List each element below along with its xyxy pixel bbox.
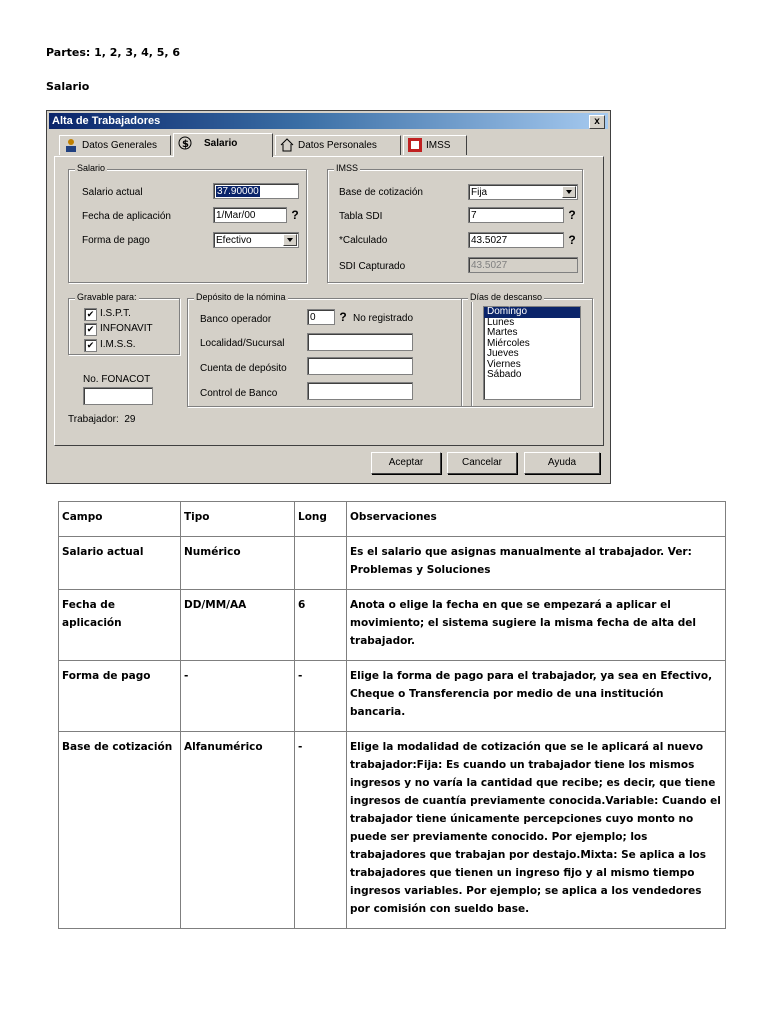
cell-observaciones: Anota o elige la fecha en que se empezará a aplicar el movimiento; el sistema sugiere la misma fecha de alta del trabajador. [347, 590, 726, 661]
banco-help-icon[interactable]: ? [339, 310, 347, 324]
imss-icon [408, 138, 422, 152]
tab-salario[interactable]: $ Salario [173, 133, 273, 157]
cell-tipo: Numérico [181, 537, 295, 590]
imss-checkbox[interactable]: ✔ [84, 339, 97, 352]
list-item[interactable]: Miércoles [487, 337, 530, 349]
money-icon [178, 136, 192, 150]
fonacot-label: No. FONACOT [83, 374, 151, 385]
ispt-checkbox[interactable]: ✔ [84, 308, 97, 321]
banco-status: No registrado [353, 313, 414, 324]
fecha-help-icon[interactable]: ? [291, 208, 299, 222]
cell-campo: Fecha de aplicación [59, 590, 181, 661]
cell-observaciones: Elige la modalidad de cotización que se le aplicará al nuevo trabajador:Fija: Es cuando un trabajador tiene los mismos ingresos y no varía la cantidad que recibe; es decir, que tiene ingresos de cuantía previamente conocida.Variable: Cuando el trabajador tiene únicamente percepciones cuyo monto no puede ser previamente conocido. Por ejemplo; los trabajadores que trabajan por destajo.Mixta: Se aplica a los trabajadores que tienen un ingreso fijo y al mismo tiempo ingresos variables. Por ejemplo; se aplica a los vendedores por comisión con sueldo base. [347, 732, 726, 929]
calculado-help-icon[interactable]: ? [568, 233, 576, 247]
table-header-row [59, 502, 726, 537]
cuenta-deposito-input[interactable] [307, 357, 413, 375]
trabajador-label: Trabajador: 29 [68, 414, 136, 425]
deposito-group-title: Depósito de la nómina [196, 292, 286, 302]
calculado-label: *Calculado [339, 235, 388, 246]
tabla-sdi-input[interactable]: 7 [468, 207, 564, 223]
imss-group-title: IMSS [336, 163, 359, 173]
salario-group-title: Salario [77, 163, 106, 173]
user-icon [64, 138, 78, 152]
descanso-group-title: Días de descanso [470, 292, 543, 302]
tab-datos-generales[interactable]: Datos Generales [59, 135, 171, 155]
cell-campo: Salario actual [59, 537, 181, 590]
base-cotizacion-select[interactable]: Fija [468, 184, 578, 200]
header-tipo: Tipo [181, 502, 295, 537]
ayuda-button[interactable]: Ayuda [524, 452, 600, 474]
control-banco-label: Control de Banco [200, 388, 278, 399]
list-item[interactable]: Sábado [487, 369, 522, 380]
infonavit-checkbox[interactable]: ✔ [84, 323, 97, 336]
list-item[interactable]: Jueves [487, 348, 519, 359]
cell-campo: Base de cotización [59, 732, 181, 929]
parts-line: Partes: 1, 2, 3, 4, 5, 6 [46, 46, 181, 59]
list-item[interactable]: Martes [487, 327, 518, 338]
tab-imss[interactable]: IMSS [403, 135, 467, 155]
svg-text:$: $ [182, 139, 189, 151]
fields-table [58, 501, 726, 929]
trabajador-number: 29 [124, 414, 136, 425]
imss-label: I.M.S.S. [100, 339, 136, 350]
gravable-group-title: Gravable para: [77, 292, 137, 302]
cell-long: 6 [295, 590, 347, 661]
cell-tipo: DD/MM/AA [181, 590, 295, 661]
salario-actual-label: Salario actual [82, 187, 143, 198]
table-row [59, 732, 726, 929]
cell-long [295, 537, 347, 590]
cell-observaciones: Elige la forma de pago para el trabajador, ya sea en Efectivo, Cheque o Transferencia por medio de una institución bancaria. [347, 661, 726, 732]
close-button[interactable]: x [589, 115, 605, 129]
banco-operador-input[interactable]: 0 [307, 309, 335, 325]
banco-operador-label: Banco operador [200, 314, 272, 325]
cell-tipo: - [181, 661, 295, 732]
infonavit-label: INFONAVIT [100, 323, 153, 334]
dialog-titlebar [49, 113, 608, 129]
base-cotizacion-label: Base de cotización [339, 187, 423, 198]
control-banco-input[interactable] [307, 382, 413, 400]
list-item[interactable]: Lunes [487, 316, 515, 328]
calculado-input[interactable]: 43.5027 [468, 232, 564, 248]
chevron-down-icon[interactable] [562, 186, 576, 198]
fecha-aplicacion-label: Fecha de aplicación [82, 211, 171, 222]
dias-descanso-list[interactable] [483, 306, 581, 400]
cell-campo: Forma de pago [59, 661, 181, 732]
sdi-capturado-input: 43.5027 [468, 257, 578, 273]
salario-actual-input[interactable]: 37.90000 [213, 183, 299, 199]
fecha-aplicacion-input[interactable]: 1/Mar/00 [213, 207, 287, 223]
fonacot-input[interactable] [83, 387, 153, 405]
header-long: Long [295, 502, 347, 537]
cancelar-button[interactable]: Cancelar [447, 452, 517, 474]
section-title: Salario [46, 80, 90, 93]
localidad-input[interactable] [307, 333, 413, 351]
alta-trabajadores-dialog [46, 110, 611, 484]
cell-long: - [295, 661, 347, 732]
table-row [59, 537, 726, 590]
cell-tipo: Alfanumérico [181, 732, 295, 929]
header-campo: Campo [59, 502, 181, 537]
chevron-down-icon[interactable] [283, 234, 297, 246]
cell-observaciones: Es el salario que asignas manualmente al trabajador. Ver: Problemas y Soluciones [347, 537, 726, 590]
cuenta-deposito-label: Cuenta de depósito [200, 363, 287, 374]
tabla-help-icon[interactable]: ? [568, 208, 576, 222]
header-observaciones: Observaciones [347, 502, 726, 537]
forma-pago-select[interactable]: Efectivo [213, 232, 299, 248]
table-row [59, 590, 726, 661]
table-row [59, 661, 726, 732]
dialog-title: Alta de Trabajadores [52, 115, 161, 127]
sdi-capturado-label: SDI Capturado [339, 261, 406, 272]
ispt-label: I.S.P.T. [100, 308, 131, 319]
tab-datos-personales[interactable]: Datos Personales [275, 135, 401, 155]
localidad-label: Localidad/Sucursal [200, 338, 285, 349]
forma-pago-label: Forma de pago [82, 235, 150, 246]
list-item[interactable]: Domingo [484, 307, 580, 318]
tabla-sdi-label: Tabla SDI [339, 211, 383, 222]
list-item[interactable]: Viernes [487, 358, 521, 370]
house-icon [280, 138, 294, 152]
cell-long: - [295, 732, 347, 929]
aceptar-button[interactable]: Aceptar [371, 452, 441, 474]
